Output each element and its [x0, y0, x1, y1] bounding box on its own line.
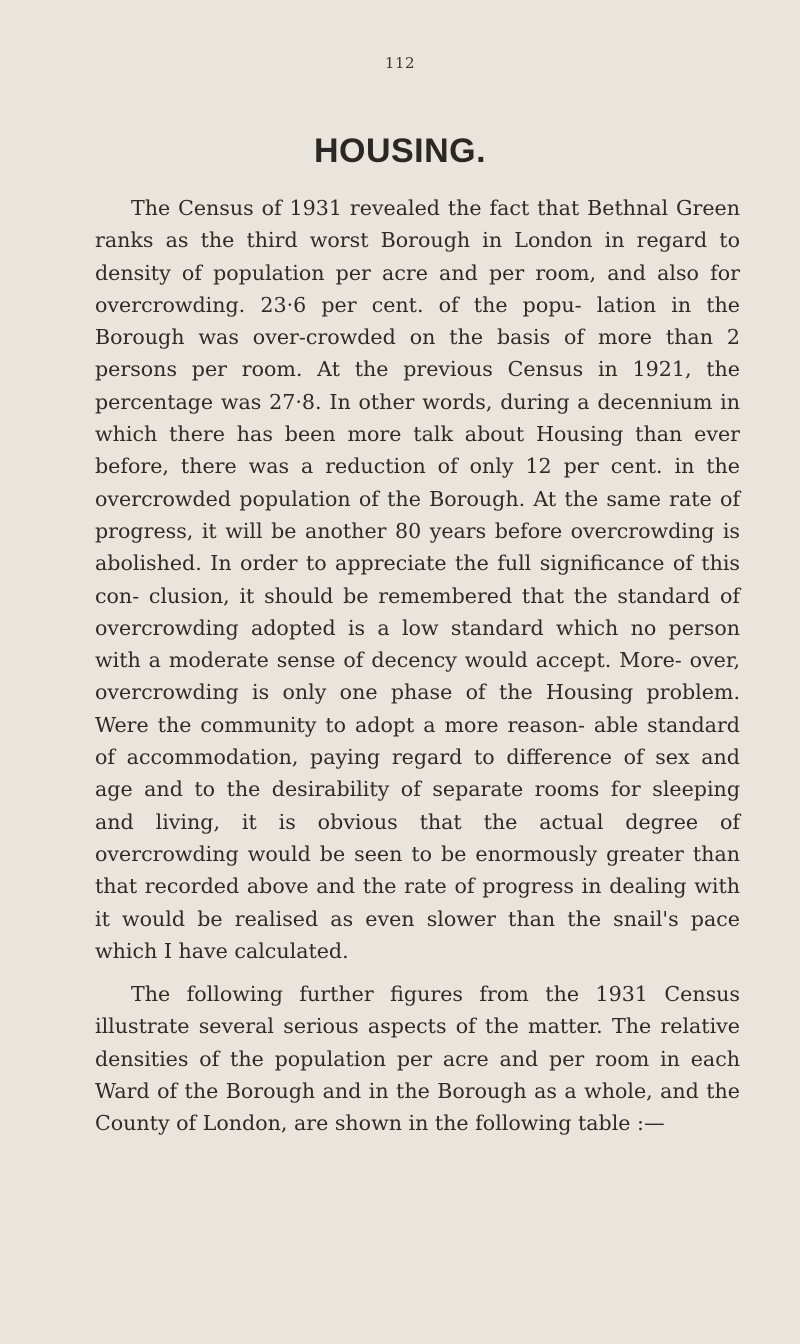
- paragraph-further-figures: The following further figures from the 1931 Census illustrate several serious aspects of the matter. The relative densities of the population per acre and per room in each Ward of the Borough and in the Borough as a whole, and the County of London, are shown in the following table :—: [95, 982, 740, 1136]
- page-number: 112: [384, 54, 416, 72]
- paragraph-census-overcrowding: The Census of 1931 revealed the fact that Bethnal Green ranks as the third worst Borough in London in regard to density of population per acre and per room, and also for overcrowding. 23·6 per cent. of the popu- lation in the Borough was over-crowded on the basis of more than 2 persons per room. At the previous Census in 1921, the percentage was 27·8. In other words, during a decennium in which there has been more talk about Housing than ever before, there was a reduction of only 12 per cent. in the overcrowded population of the Borough. At the same rate of progress, it will be another 80 years before overcrowding is abolished. In order to appreciate the full significance of this con- clusion, it should be remembered that the standard of overcrowding adopted is a low standard which no person with a moderate sense of decency would accept. More- over, overcrowding is only one phase of the Housing problem. Were the community to adopt a more reason- able standard of accommodation, paying regard to difference of sex and age and to the desirability of separate rooms for sleeping and living, it is obvious that the actual degree of overcrowding would be seen to be enormously greater than that recorded above and the rate of progress in dealing with it would be realised as even slower than the snail's pace which I have calculated.: [95, 196, 740, 963]
- section-title: HOUSING.: [313, 132, 487, 170]
